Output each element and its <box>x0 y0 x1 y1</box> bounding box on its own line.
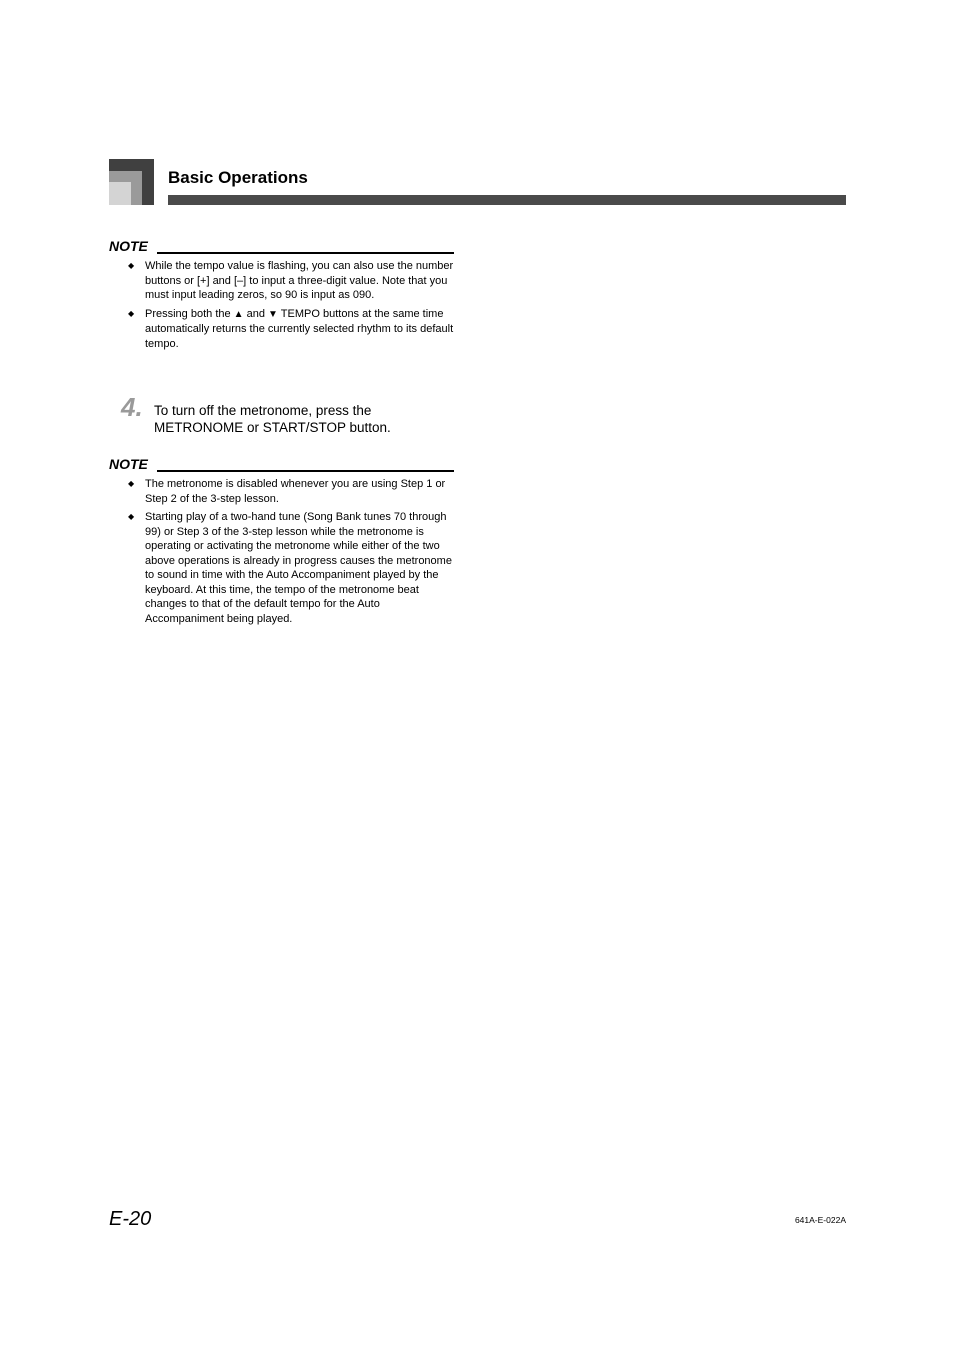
page-number: E-20 <box>109 1208 152 1230</box>
note-rule <box>157 470 454 472</box>
note-label: NOTE <box>109 238 148 254</box>
down-triangle-icon: ▼ <box>268 308 278 320</box>
note-text: The metronome is disabled whenever you are using Step 1 or Step 2 of the 3-step lesson. <box>145 478 446 505</box>
step-text-line: METRONOME or START/STOP button. <box>154 420 391 435</box>
note-text: Starting play of a two-hand tune (Song Bank tunes 70 through 99) or Step 3 of the 3-step lesson while the metronome is operating or activating the metronome while either of the two above operations is already in progress causes the metronome to sound in time with the Auto Accompaniment played by the keyboard. At this time, the tempo of the metronome beat changes to that of the default tempo for the Auto Accompaniment being played. <box>145 511 452 625</box>
note-text: While the tempo value is flashing, you can also use the number buttons or [+] and [–] to input a three-digit value. Note that you must input leading zeros, so 90 is input as 090. <box>145 260 454 301</box>
step-number: 4. <box>121 392 143 422</box>
note-header <box>109 238 454 254</box>
header-icon-light-block <box>109 182 131 205</box>
section-title: Basic Operations <box>168 168 308 187</box>
note-text-part: TEMPO buttons at the same time automatically returns the currently selected rhythm to its default tempo. <box>145 307 454 350</box>
list-item <box>128 307 454 352</box>
note-list <box>128 259 454 355</box>
header-bar <box>168 195 846 205</box>
note-list <box>128 477 454 630</box>
up-triangle-icon: ▲ <box>233 308 244 320</box>
bullet-icon: ◆ <box>128 479 135 488</box>
note-rule <box>157 252 454 254</box>
note-header <box>109 456 454 472</box>
document-code: 641A-E-022A <box>794 1215 846 1225</box>
list-item <box>128 259 454 303</box>
step-text <box>154 402 454 436</box>
note-text-part: Pressing both the <box>145 307 234 320</box>
bullet-icon: ◆ <box>128 308 135 318</box>
bullet-icon: ◆ <box>128 261 135 270</box>
list-item <box>128 477 454 506</box>
bullet-icon: ◆ <box>128 512 135 521</box>
note-text-part: and <box>243 307 269 320</box>
step-text-line: To turn off the metronome, press the <box>154 403 372 418</box>
note-label: NOTE <box>109 456 148 472</box>
note-text <box>145 308 453 350</box>
list-item <box>128 510 454 626</box>
